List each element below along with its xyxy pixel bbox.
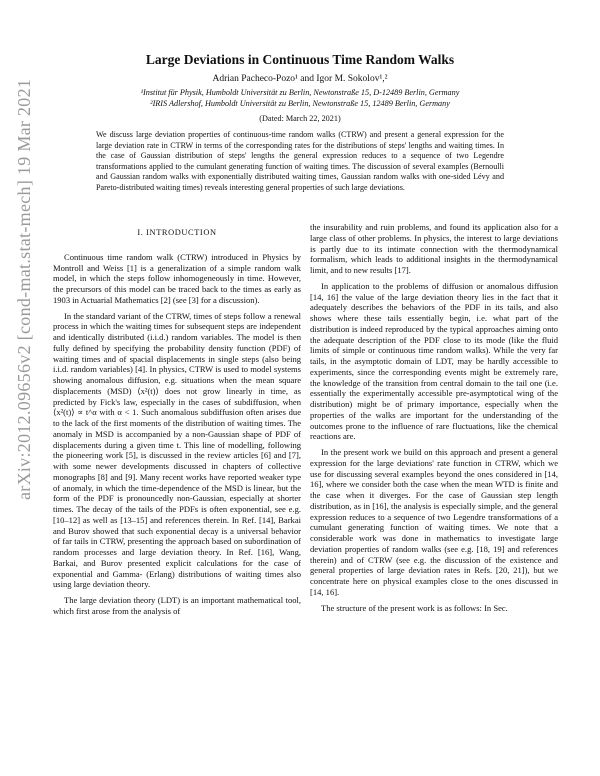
arxiv-identifier-text: arXiv:2012.09656v2 [cond-mat.stat-mech] 19 Mar 2021 xyxy=(14,78,34,500)
paragraph: In application to the problems of diffusion or anomalous diffusion [14, 16] the value of the large deviation theory lies in the fact that it adequately describes the behaviors of the PDF in its tails, and also shows where these tails essentially begin, i.e. what part of the distribution is indeed reproduced by the typical approaches aiming onto the adequate description of the PDF close to its mode (like the fluid limits of simple or continuous time random walks). While the very far tails, in the asymptotic domain of LDT, may be hardly accessible to experiments, since the corresponding events might be extremely rare, the knowledge of the transition from central domain to the tail one (i.e. essentially the experimentally accessible pre-asymptotical wing of the distribution) might be of primary importance, especially when the properties of the walks are important for the understanding of the outcomes prone to the influence of rare fluctuations, like the chemical reactions are. xyxy=(310,280,558,442)
left-column xyxy=(53,222,301,622)
paragraph: In the present work we build on this approach and present a general expression for the large deviations' rate function in CTRW, which we use for discussing several examples beyond the ones considered in [14, 16], where we consider both the case when the mean WTD is finite and the case when it diverges. For the case of Gaussian step length distribution, as in [16], the analysis is especially simple, and the general expression reduces to a sequence of two Legendre transformations of a cumulant generating function of waiting times. We note that a considerable work was done in mathematics to investigate large deviation properties of random walks (see e.g. [18, 19] and references therein) and of CTRW (see e.g. the discussion of the existence and general properties of large deviation rates in Refs. [20, 21]), but we concentrate here on physical examples close to the ones discussed in [14, 16]. xyxy=(310,447,558,597)
paragraph: the insurability and ruin problems, and found its application also for a large class of other problems. In physics, the interest to large deviations is partly due to its intimate connection with the thermodynamical formalism, which leads to additional insights in the thermodynamical limit, and to new results [17]. xyxy=(310,222,558,275)
right-column xyxy=(310,222,558,618)
dated-line: (Dated: March 22, 2021) xyxy=(259,114,341,123)
affiliation-2: ²IRIS Adlershof, Humboldt Universität zu Berlin, Newtonstraße 15, 12489 Berlin, Germany xyxy=(150,99,450,108)
abstract: We discuss large deviation properties of continuous-time random walks (CTRW) and present a general expression for the large deviation rate in CTRW in terms of the corresponding rates for the distributions of steps' lengths and waiting times. In the case of Gaussian distribution of steps' lengths the general expression reduces to a sequence of two Legendre transformations applied to the cumulant generating function of waiting times. The discussion of several examples (Bernoulli and Gaussian random walks with exponentially distributed waiting times, Gaussian random walks with one-sided Lévy and Pareto-distributed waiting times) reveals interesting general properties of such large deviations. xyxy=(96,130,504,192)
paragraph: The large deviation theory (LDT) is an important mathematical tool, which first arose from the analysis of xyxy=(53,595,301,616)
section-heading-introduction: I. INTRODUCTION xyxy=(137,228,217,237)
author-list: Adrian Pacheco-Pozo¹ and Igor M. Sokolov¹,² xyxy=(212,74,388,84)
paragraph: Continuous time random walk (CTRW) introduced in Physics by Montroll and Weiss [1] is a generalization of a simple random walk model, in which the steps follow inhomogeneously in time. However, the precursors of this model can be traced back to the times as early as 1903 in Actuarial Mathematics [2] (see [3] for a discussion). xyxy=(53,251,301,305)
paper-title: Large Deviations in Continuous Time Random Walks xyxy=(145,52,455,67)
paragraph: In the standard variant of the CTRW, times of steps follow a renewal process in which the waiting times for subsequent steps are independent and identically distributed (i.i.d.) random variables. The model is then fully defined by specifying the probability density function (PDF) of waiting times and of spacial displacements in single steps (also being i.i.d. random variables) [4]. In physics, CTRW is used to model systems showing anomalous diffusion, e.g. situations when the mean square displacements (MSD) ⟨x²(t)⟩ does not grow linearly in time, as predicted by Fick's law, especially in the cases of subdiffusion, when ⟨x²(t)⟩ ∝ t^α with α < 1. Such anomalous subdiffusion often arises due to the lack of the first moments of the distribution of waiting times. The anomaly in MSD is accompanied by a non-Gaussian shape of PDF of displacements during a given time t. This line of modelling, following the pioneering work [5], is discussed in the review articles [6] and [7], with some newer developments discussed in chapters of collective monographs [8] and [9]. Many recent works have reported weaker type of anomaly, in which the time-dependence of the MSD is linear, but the form of the PDF is pronouncedly non-Gaussian, especially at shorter times. The decay of the tails of the PDFs is often exponential, see e.g. [10–12] as well as [13–15] and references therein. In Ref. [14], Barkai and Burov showed that such exponential decay is a universal behavior of far tails in CTRW, presenting the approach based on subordination of random processes and large deviation theory. In Ref. [16], Wang, Barkai, and Burov presented explicit calculations for the case of exponential and Gamma- (Erlang) distributions of waiting times also using large deviation theory. xyxy=(53,310,301,590)
affiliation-1: ¹Institut für Physik, Humboldt Universität zu Berlin, Newtonstraße 15, D-12489 Berlin, Germany xyxy=(140,88,460,97)
paragraph: The structure of the present work is as follows: In Sec. xyxy=(321,602,508,613)
